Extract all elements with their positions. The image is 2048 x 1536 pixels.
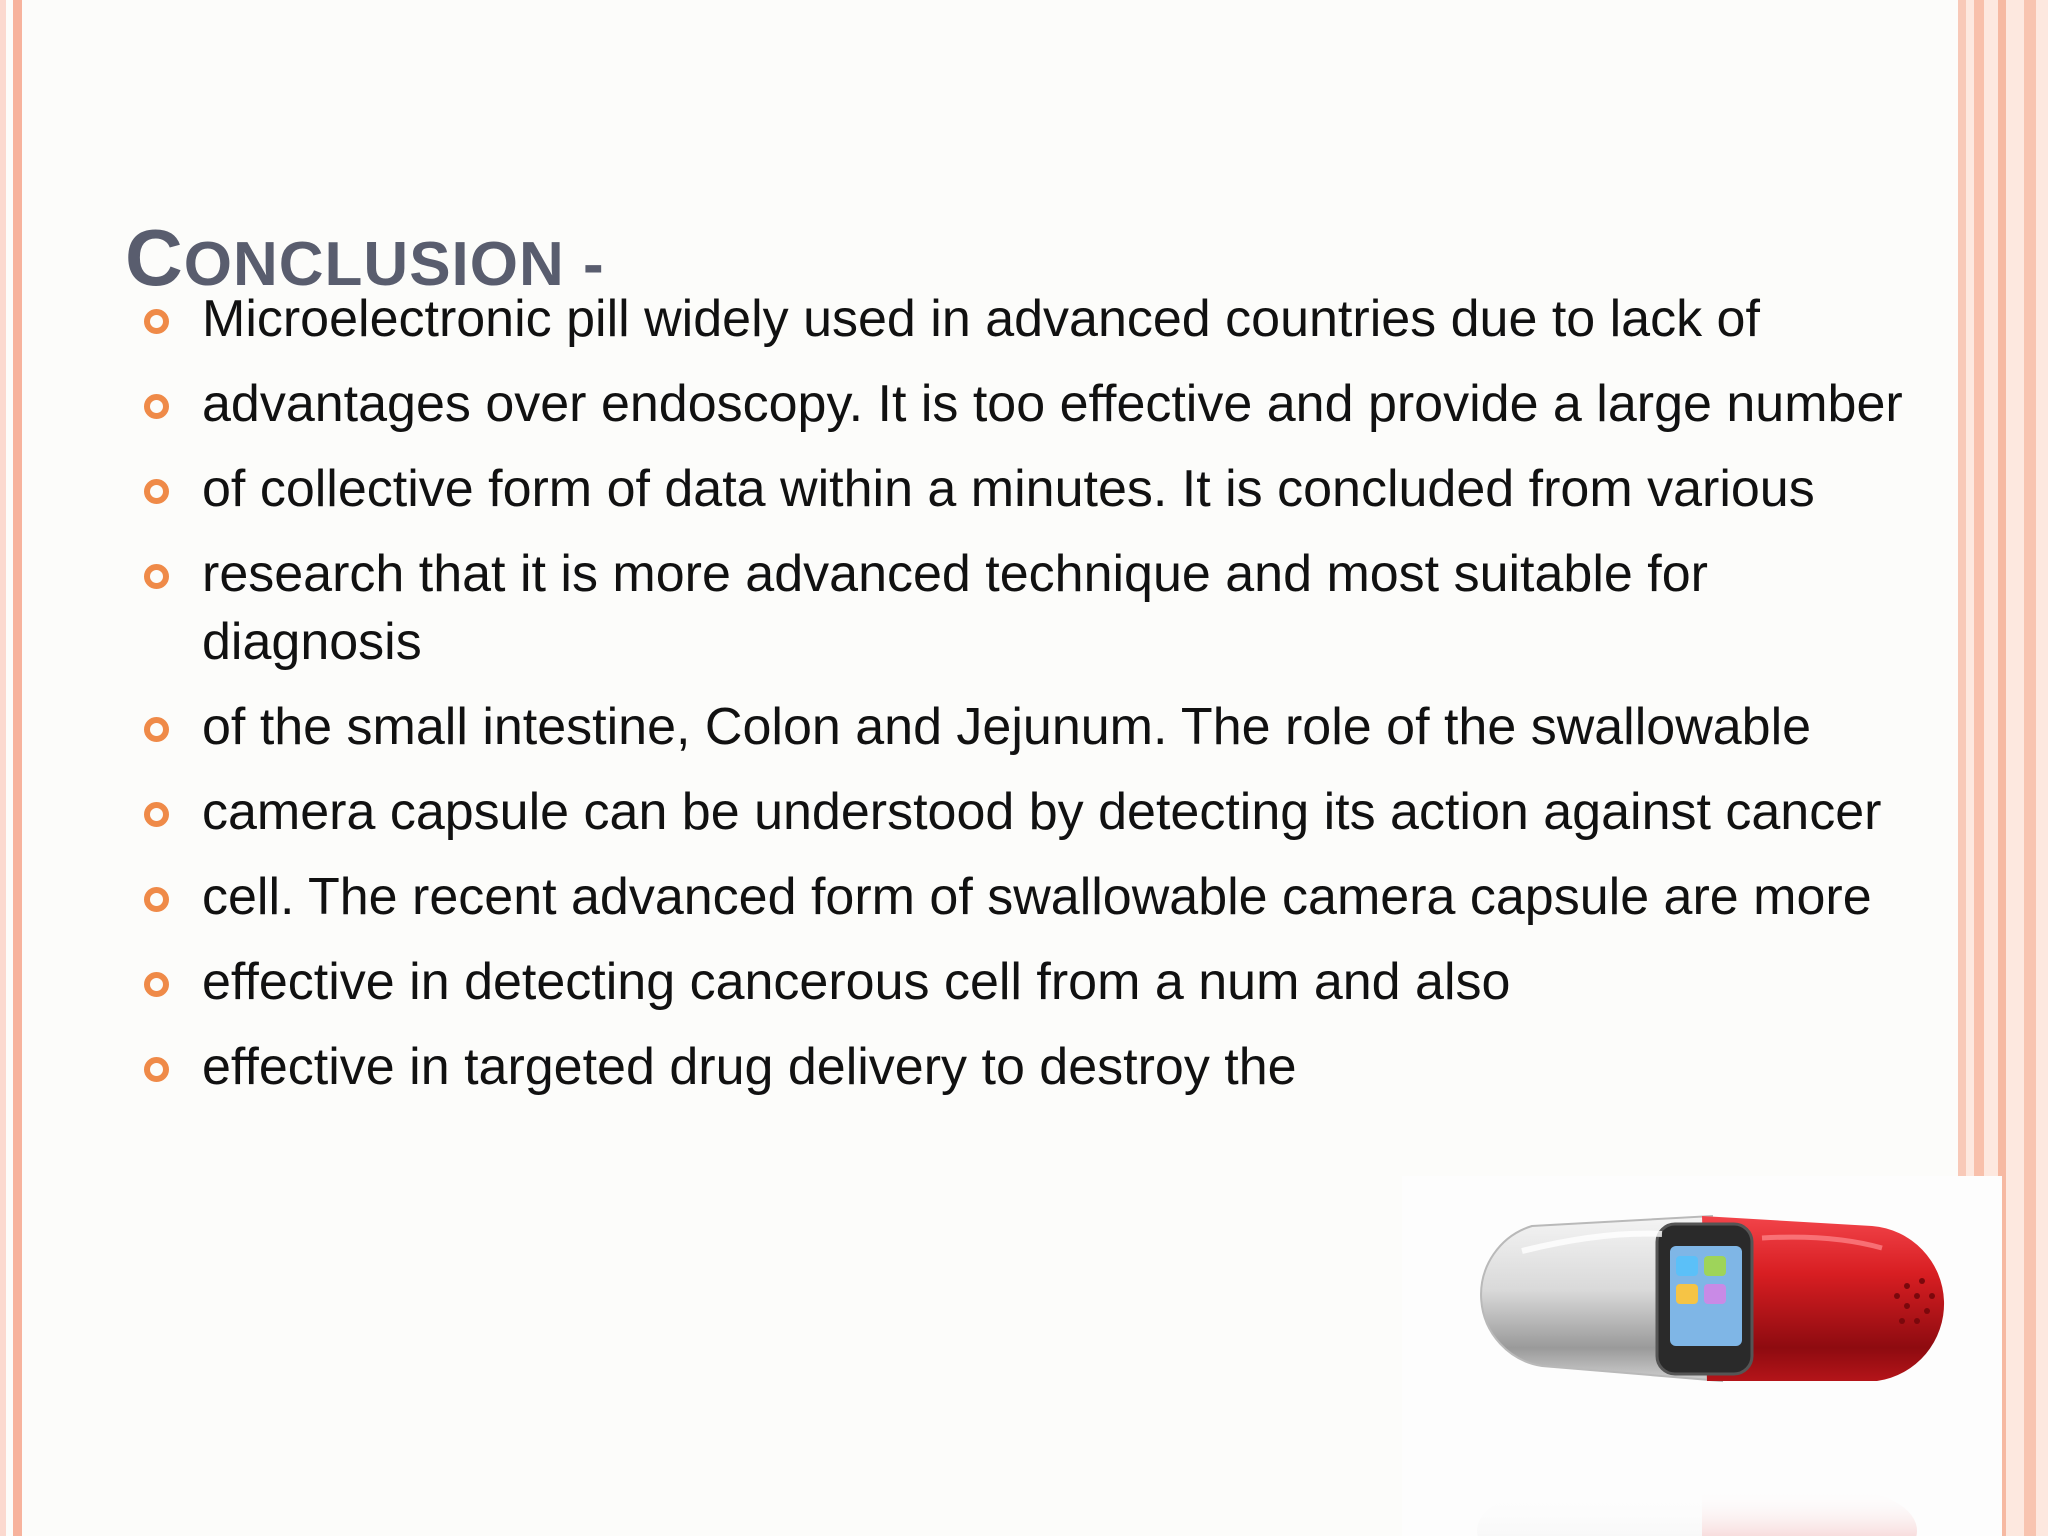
- bullet-item: [140, 370, 1920, 438]
- title-initial: C: [125, 213, 184, 302]
- bullet-item: [140, 455, 1920, 523]
- left-stripe-thin: [0, 0, 6, 1536]
- bullet-list: [140, 285, 1920, 1118]
- bullet-item: [140, 693, 1920, 761]
- bullet-text: cell. The recent advanced form of swallowable camera capsule are more: [202, 868, 1872, 926]
- bullet-item: [140, 540, 1920, 676]
- slide-title: [125, 212, 605, 304]
- bullet-item: [140, 948, 1920, 1016]
- bullet-item: [140, 863, 1920, 931]
- camera-pill-icon: [1402, 1176, 2002, 1536]
- bullet-text: effective in detecting cancerous cell from a num and also: [202, 953, 1511, 1011]
- bullet-item: [140, 1033, 1920, 1101]
- bullet-text: research that it is more advanced technique and most suitable for diagnosis: [202, 545, 1708, 671]
- bullet-ring-icon: [144, 802, 169, 827]
- title-rest: ONCLUSION: [183, 230, 565, 299]
- right-stripe-4: [2024, 0, 2036, 1536]
- camera-pill-image: [1402, 1176, 2002, 1536]
- bullet-text: of the small intestine, Colon and Jejunum. The role of the swallowable: [202, 698, 1812, 756]
- bullet-ring-icon: [144, 887, 169, 912]
- bullet-ring-icon: [144, 1057, 169, 1082]
- bullet-text: camera capsule can be understood by detecting its action against cancer: [202, 783, 1882, 841]
- bullet-ring-icon: [144, 479, 169, 504]
- bullet-text: Microelectronic pill widely used in advanced countries due to lack of: [202, 290, 1760, 348]
- title-suffix: -: [564, 230, 605, 299]
- bullet-text: effective in targeted drug delivery to destroy the: [202, 1038, 1297, 1096]
- bullet-item: [140, 778, 1920, 846]
- bullet-ring-icon: [144, 564, 169, 589]
- bullet-ring-icon: [144, 309, 169, 334]
- bullet-ring-icon: [144, 394, 169, 419]
- bullet-ring-icon: [144, 972, 169, 997]
- left-stripe: [13, 0, 22, 1536]
- bullet-ring-icon: [144, 717, 169, 742]
- bullet-text: advantages over endoscopy. It is too effective and provide a large number: [202, 375, 1903, 433]
- bullet-text: of collective form of data within a minutes. It is concluded from various: [202, 460, 1815, 518]
